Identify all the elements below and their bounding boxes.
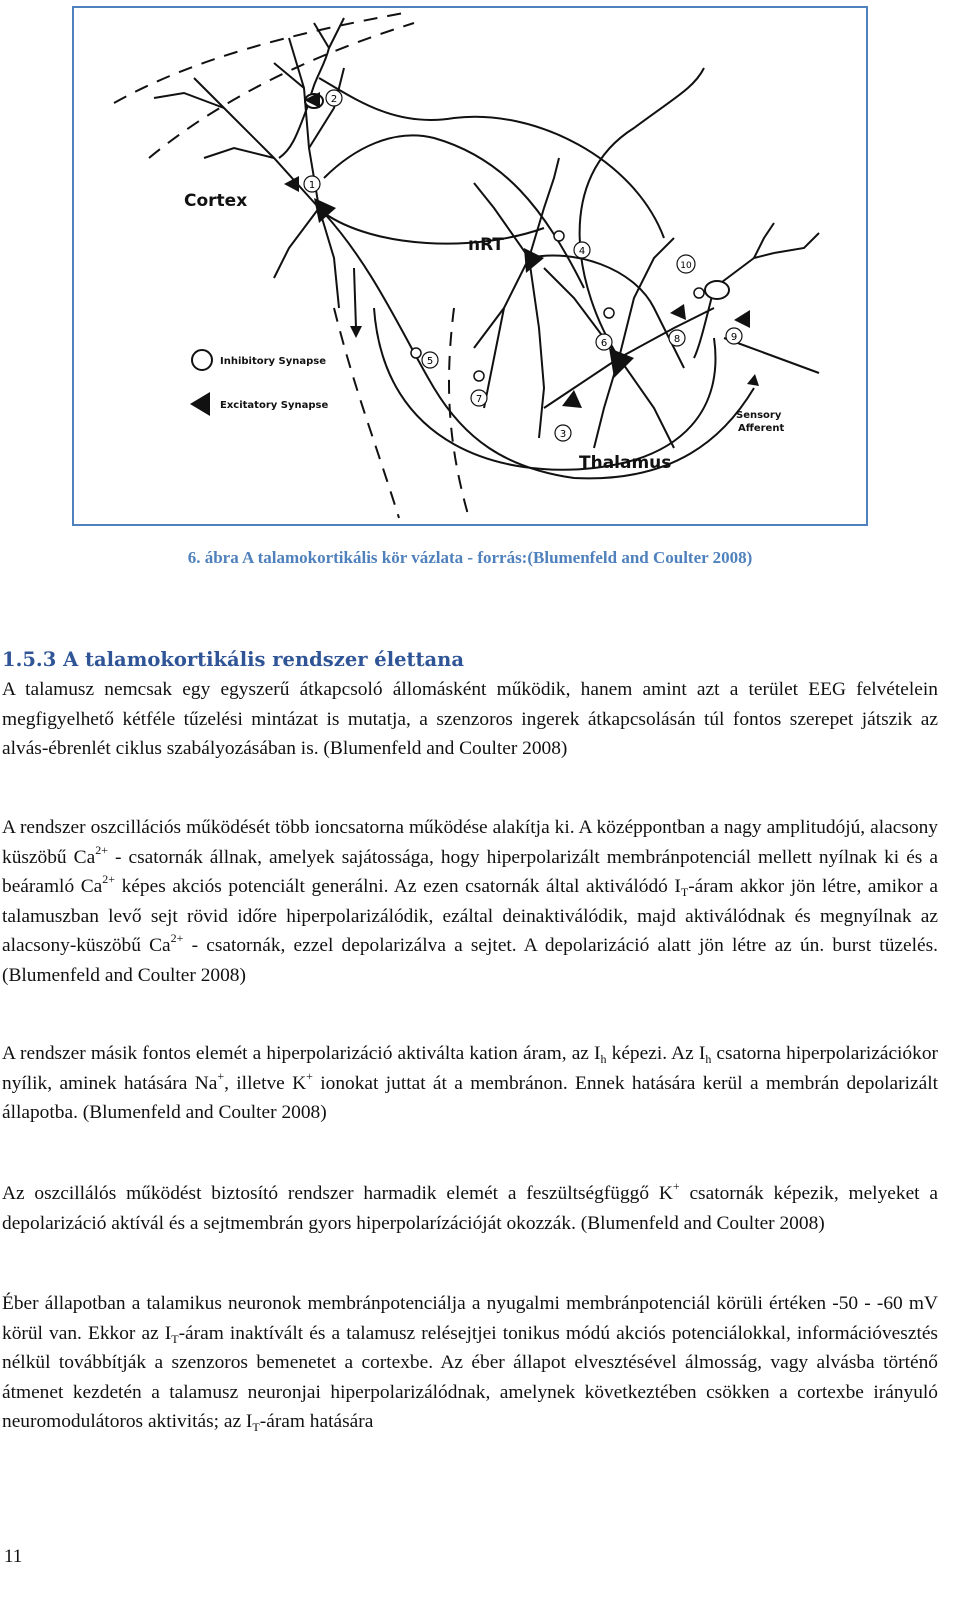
svg-text:9: 9 — [730, 332, 738, 343]
svg-text:7: 7 — [475, 394, 483, 405]
synapse-6-marker — [604, 308, 614, 318]
cell-bodies — [314, 198, 634, 378]
figure-thalamocortical-circuit — [72, 6, 868, 526]
sensory-soma — [705, 281, 729, 299]
descending-arrow-head — [350, 326, 362, 338]
legend-excitatory-symbol — [190, 392, 210, 416]
number-10 — [677, 255, 695, 273]
cortex-label: Cortex — [184, 191, 248, 211]
svg-text:6: 6 — [600, 338, 608, 349]
svg-text:2: 2 — [330, 94, 338, 105]
svg-text:4: 4 — [578, 246, 586, 257]
svg-text:8: 8 — [673, 334, 681, 345]
sensory-arrow-head — [747, 374, 759, 386]
legend-inhibitory-label: Inhibitory Synapse — [220, 356, 327, 367]
number-6 — [596, 334, 612, 350]
section-heading — [2, 648, 464, 671]
sensory-label-line2: Afferent — [738, 423, 785, 434]
paragraph-3: A rendszer másik fontos elemét a hiperpolarizáció aktiválta kation áram, az $I_h$ képezi. Az $I_h$ csatorna hiperpolarizációkor nyílik, aminek hatására Na+, illetve K+ ionokat juttat át a membránon. Ennek hatására kerül a membrán depolarizált állapotba. (Blumenfeld and Coulter 2008) — [2, 1043, 938, 1124]
legend-inhibitory-symbol — [192, 350, 212, 370]
nrt-label: nRT — [468, 235, 505, 255]
figure-caption: 6. ábra A talamokortikális kör vázlata - forrás:(Blumenfeld and Coulter 2008) — [187, 548, 753, 567]
section-number: 1.5.3 — [2, 648, 57, 671]
synapse-4-marker — [554, 231, 564, 241]
paragraph-1: A talamusz nemcsak egy egyszerű átkapcsoló állomásként működik, hanem amint azt a terület EEG felvételein megfigyelhető kétféle tűzelési mintázat is mutatja, a szenzoros ingerek átkapcsolásán túl fontos szerepet játszik az alvás-ébrenlét ciklus szabályozásában is. (Blumenfeld and Coulter 2008) — [2, 679, 938, 760]
synapse-10-marker — [694, 288, 704, 298]
number-8 — [669, 330, 685, 346]
number-1 — [304, 176, 320, 192]
number-9 — [726, 328, 742, 344]
svg-text:5: 5 — [426, 356, 434, 367]
svg-text:1: 1 — [308, 180, 316, 191]
legend-excitatory-label: Excitatory Synapse — [220, 400, 329, 411]
nrt-soma — [524, 248, 544, 273]
sensory-label-line1: Sensory — [736, 410, 782, 421]
number-3 — [555, 425, 571, 441]
cortex-boundary-inner — [149, 23, 414, 158]
svg-text:3: 3 — [559, 429, 567, 440]
number-2 — [326, 90, 342, 106]
paragraph-2: A rendszer oszcillációs működését több ioncsatorna működése alakítja ki. A középpontban a nagy amplitudójú, alacsony küszöbű $Ca^{2+}$ - csatornák állnak, amelyek sajátossága, hogy hiperpolarizált membránpotenciál mellett nyílnak ki és a beáramló $Ca^{2+}$ képes akciós potenciált generálni. Az ezen csatornák által aktiválódó $I_T$-áram akkor jön létre, amikor a talamuszban levő sejt rövid időre hiperpolarizálódik, ezáltal deinaktiválódik, majd aktiválódnak és megnyílnak az alacsony-küszöbű $Ca^{2+}$ - csatornák, ezzel depolarizálva a sejtet. A depolarizáció alatt jön létre az ún. burst tüzelés. (Blumenfeld and Coulter 2008) — [2, 817, 938, 986]
svg-text:10: 10 — [680, 261, 692, 271]
cortex-dendrite — [194, 78, 319, 208]
number-4 — [574, 242, 590, 258]
legend — [190, 350, 328, 416]
page-number: 11 — [4, 1546, 23, 1567]
synapse-9-marker — [734, 310, 750, 328]
number-7 — [471, 390, 487, 406]
paragraph-5: Éber állapotban a talamikus neuronok membránpotenciálja a nyugalmi membránpotenciál körüli értéken -50 - -60 mV körül van. Ekkor az $I_T$-áram inaktívált és a talamusz relésejtjei tonikus módú akciós potenciálokkal, információvesztés nélkül továbbítják a szenzoros bemenetet a cortexbe. Az éber állapot elvesztésével álmosság, vagy alvásba történő átmenet kezdetén a talamusz neuronjai hiperpolarizálódnak, amelynek következtében csökken a cortexbe irányuló neuromodulátoros aktivitás; az $I_T$-áram hatására — [2, 1293, 938, 1435]
circuit-diagram — [74, 8, 866, 524]
paragraph-4: Az oszcillálós működést biztosító rendszer harmadik elemét a feszültségfüggő K+ csatornák képezik, melyeket a depolarizáció aktívál és a sejtmembrán gyors hiperpolarízációját okozzák. (Blumenfeld and Coulter 2008) — [2, 1179, 938, 1234]
synapse-7-marker — [474, 371, 484, 381]
synapse-3-marker — [562, 390, 582, 408]
section-title: A talamokortikális rendszer élettana — [63, 648, 464, 671]
thalamus-label: Thalamus — [579, 453, 672, 473]
synapse-5-marker — [411, 348, 421, 358]
synapse-8-marker — [670, 304, 686, 320]
cortex-boundary-outer — [114, 13, 404, 103]
thalamus-boundary-left — [334, 308, 399, 518]
number-5 — [422, 352, 438, 368]
